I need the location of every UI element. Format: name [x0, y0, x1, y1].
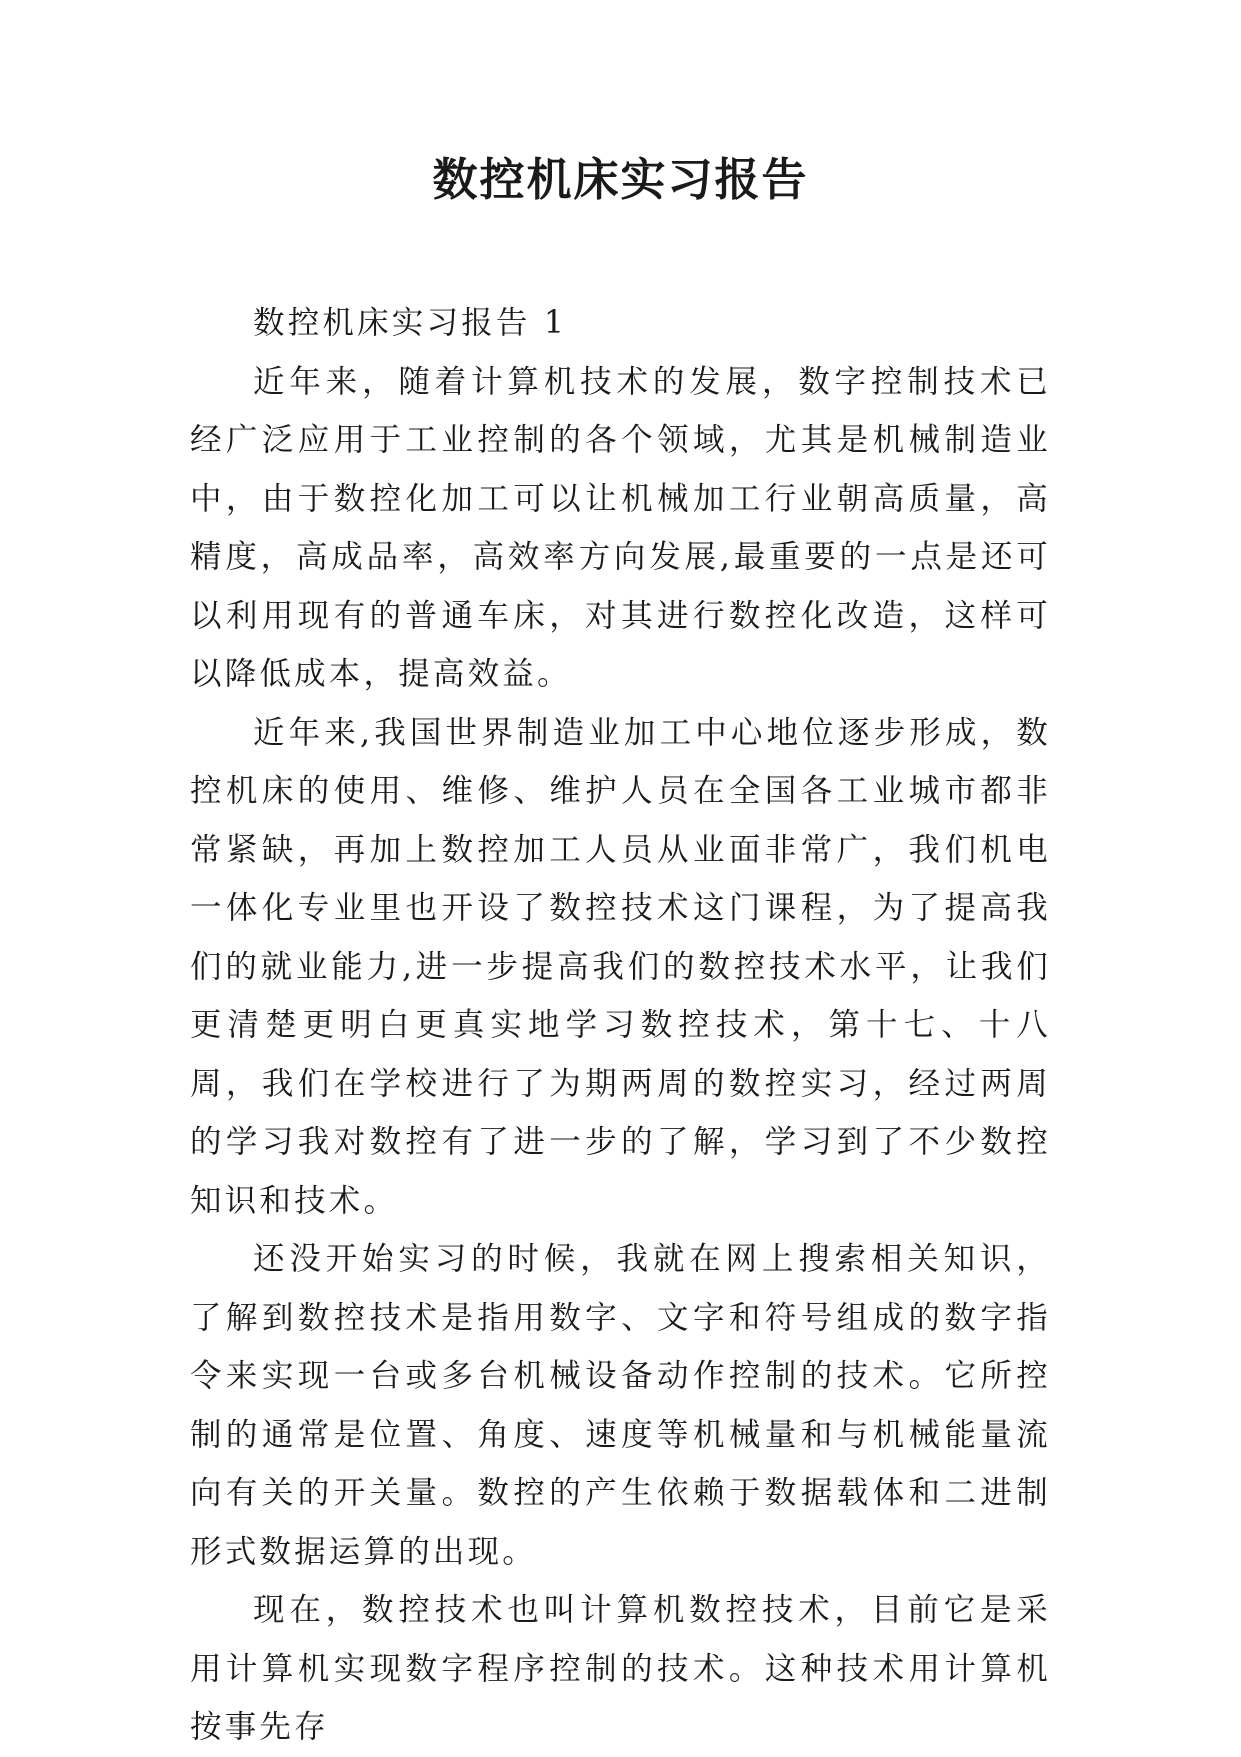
- document-body: [190, 294, 1051, 1757]
- section-heading: 数控机床实习报告 1: [253, 305, 568, 341]
- paragraph-3: 还没开始实习的时候，我就在网上搜索相关知识，了解到数控技术是指用数字、文字和符号组成的数字指令来实现一台或多台机械设备动作控制的技术。它所控制的通常是位置、角度、速度等机械量和与机械能量流向有关的开关量。数控的产生依赖于数据载体和二进制形式数据运算的出现。: [190, 1241, 1051, 1570]
- paragraph-4: 现在，数控技术也叫计算机数控技术，目前它是采用计算机实现数字程序控制的技术。这种技术用计算机按事先存: [190, 1592, 1051, 1745]
- paragraph-1: 近年来，随着计算机技术的发展，数字控制技术已经广泛应用于工业控制的各个领域，尤其是机械制造业中，由于数控化加工可以让机械加工行业朝高质量，高精度，高成品率，高效率方向发展,最重要的一点是还可以利用现有的普通车床，对其进行数控化改造，这样可以降低成本，提高效益。: [190, 363, 1051, 692]
- paragraph-2: 近年来,我国世界制造业加工中心地位逐步形成，数控机床的使用、维修、维护人员在全国各工业城市都非常紧缺，再加上数控加工人员从业面非常广，我们机电一体化专业里也开设了数控技术这门课程，为了提高我们的就业能力,进一步提高我们的数控技术水平，让我们更清楚更明白更真实地学习数控技术，第十七、十八周，我们在学校进行了为期两周的数控实习，经过两周的学习我对数控有了进一步的了解，学习到了不少数控知识和技术。: [190, 714, 1051, 1219]
- document-title: 数控机床实习报告: [432, 153, 809, 206]
